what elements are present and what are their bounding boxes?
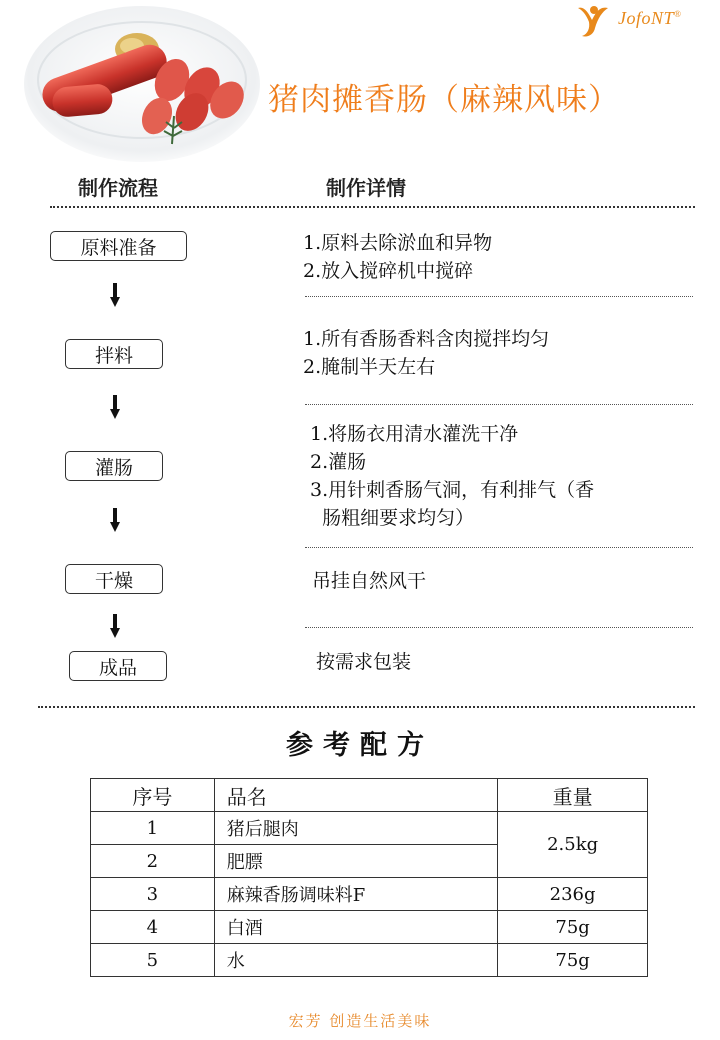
down-arrow-icon — [110, 614, 120, 638]
page-title: 猪肉摊香肠（麻辣风味） — [268, 82, 620, 118]
detail-divider — [305, 547, 693, 548]
table-row — [91, 812, 648, 845]
down-arrow-icon — [110, 283, 120, 307]
details-column-header: 制作详情 — [326, 176, 406, 200]
step-box-raw-materials: 原料准备 — [50, 231, 187, 261]
detail-line: 肠粗细要求均匀） — [310, 507, 475, 529]
brand-logo-icon — [574, 2, 616, 40]
table-header-name: 品名 — [214, 779, 497, 812]
table-cell-num: 4 — [91, 911, 215, 944]
step-box-stuffing: 灌肠 — [65, 451, 163, 481]
detail-line: 2.腌制半天左右 — [303, 356, 436, 378]
table-cell-name: 水 — [214, 944, 497, 977]
detail-line: 3.用针刺香肠气洞，有利排气（香 — [310, 479, 595, 501]
table-row — [91, 878, 648, 911]
table-cell-weight: 75g — [498, 944, 648, 977]
detail-line: 1.所有香肠香料含肉搅拌均匀 — [303, 328, 550, 350]
table-cell-name: 白酒 — [214, 911, 497, 944]
table-cell-name: 麻辣香肠调味料F — [214, 878, 497, 911]
sausage-dish-image — [22, 4, 262, 164]
detail-line: 吊挂自然风干 — [312, 570, 427, 592]
detail-divider — [305, 296, 693, 297]
step-details-finished — [316, 648, 411, 676]
table-cell-name: 猪后腿肉 — [214, 812, 497, 845]
table-header-row — [91, 779, 648, 812]
step-box-mixing: 拌料 — [65, 339, 163, 369]
table-header-weight: 重量 — [498, 779, 648, 812]
table-header-num: 序号 — [91, 779, 215, 812]
footer-slogan: 宏芳 创造生活美味 — [288, 1012, 432, 1030]
step-box-finished: 成品 — [69, 651, 167, 681]
table-cell-num: 1 — [91, 812, 215, 845]
table-cell-weight: 75g — [498, 911, 648, 944]
header-divider — [50, 206, 695, 208]
detail-divider — [305, 627, 693, 628]
step-details-mixing — [303, 325, 549, 381]
table-cell-num: 2 — [91, 845, 215, 878]
table-cell-weight: 2.5kg — [498, 812, 648, 878]
table-row — [91, 944, 648, 977]
detail-line: 2.放入搅碎机中搅碎 — [303, 260, 474, 282]
step-details-drying — [312, 567, 426, 595]
table-cell-num: 5 — [91, 944, 215, 977]
brand-logo — [574, 2, 694, 42]
step-box-drying: 干燥 — [65, 564, 163, 594]
process-column-header: 制作流程 — [78, 176, 158, 200]
recipe-table — [90, 778, 648, 977]
table-cell-num: 3 — [91, 878, 215, 911]
table-cell-weight: 236g — [498, 878, 648, 911]
detail-line: 1.将肠衣用清水灌洗干净 — [310, 423, 519, 445]
table-cell-name: 肥膘 — [214, 845, 497, 878]
step-details-raw-materials — [303, 229, 492, 285]
step-details-stuffing — [310, 420, 594, 532]
detail-divider — [305, 404, 693, 405]
brand-logo-text: JofoNT® — [618, 8, 682, 28]
reference-recipe-title: 参考配方 — [286, 730, 434, 761]
table-row — [91, 911, 648, 944]
down-arrow-icon — [110, 508, 120, 532]
section-divider — [38, 706, 695, 708]
down-arrow-icon — [110, 395, 120, 419]
detail-line: 按需求包装 — [316, 651, 412, 673]
detail-line: 2.灌肠 — [310, 451, 367, 473]
detail-line: 1.原料去除淤血和异物 — [303, 232, 493, 254]
